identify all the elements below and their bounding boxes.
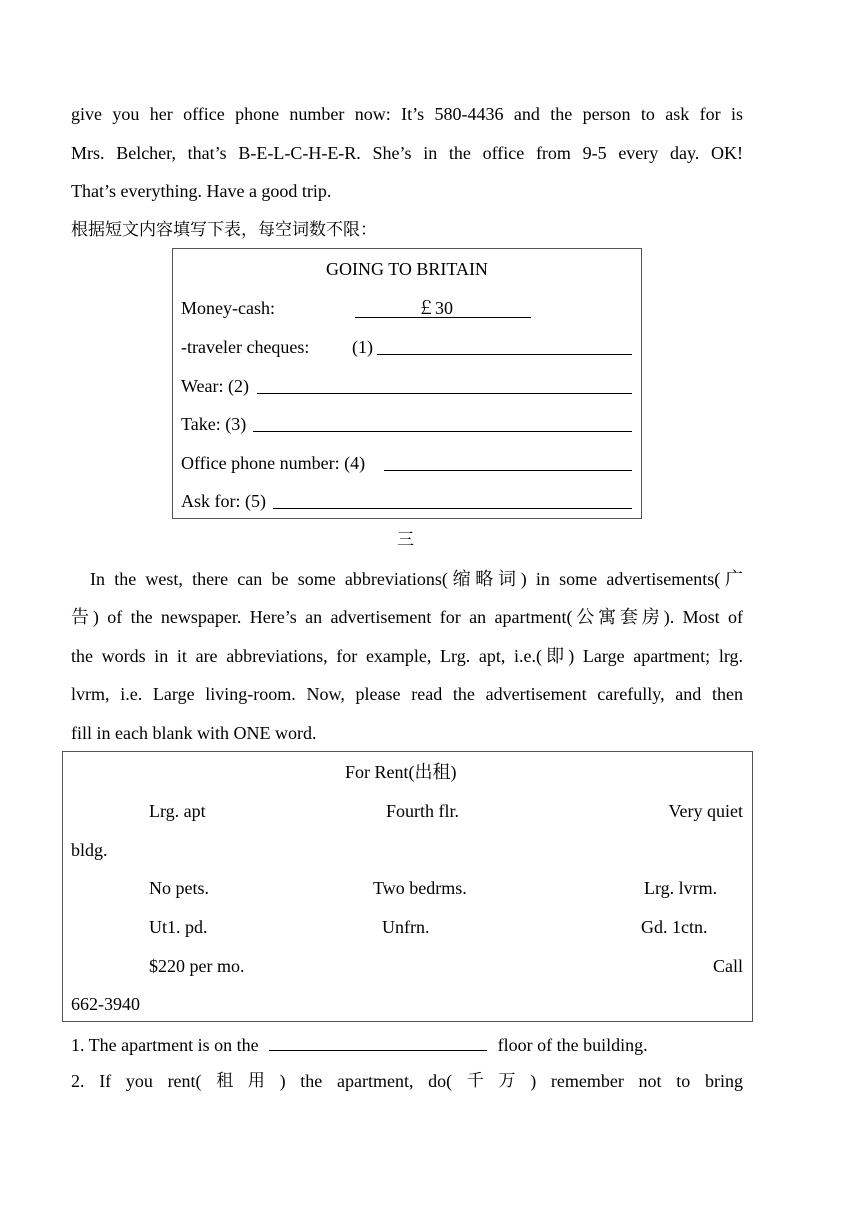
- ad-row4-wrap: 662-3940: [71, 994, 140, 1014]
- blank-2[interactable]: [257, 375, 632, 394]
- ad-row2-col2: Two bedrms.: [373, 878, 467, 898]
- ad-row1-wrap: bldg.: [71, 840, 108, 860]
- intro-line-1: give you her office phone number now: It’s 580-4436 and the person to ask for is: [71, 104, 743, 124]
- blank-3[interactable]: [253, 413, 632, 432]
- ad-row1-col1: Lrg. apt: [149, 801, 206, 821]
- blank-1[interactable]: [377, 336, 632, 355]
- section-number: 三: [397, 530, 414, 550]
- intro-line-3: That’s everything. Have a good trip.: [71, 181, 332, 201]
- q2-word: remember: [550, 1071, 624, 1091]
- q2-word: the: [300, 1071, 323, 1091]
- for-rent-ad-box: [62, 751, 753, 1022]
- ad-row4-col2: Call: [713, 956, 743, 976]
- q2-word: 2.: [71, 1071, 85, 1091]
- q2-word: 万: [498, 1071, 516, 1091]
- q1-before: 1. The apartment is on the: [71, 1035, 259, 1055]
- wear-label: Wear: (2): [181, 376, 250, 396]
- ad-row2-col3: Lrg. lvrm.: [644, 878, 718, 898]
- ad-row1-col3: Very quiet: [668, 801, 743, 821]
- ask-label: Ask for: (5): [181, 491, 266, 511]
- q1-blank[interactable]: [269, 1032, 487, 1051]
- ad-row3-col3: Gd. 1ctn.: [641, 917, 708, 937]
- q2-word: ): [279, 1071, 286, 1091]
- q2-word: you: [125, 1071, 153, 1091]
- passage-line-5: fill in each blank with ONE word.: [71, 723, 317, 743]
- cheques-label: -traveler cheques:: [181, 337, 310, 357]
- question-2: [71, 1070, 743, 1092]
- ad-row3-col1: Ut1. pd.: [149, 917, 208, 937]
- q2-word: do(: [428, 1071, 453, 1091]
- blank-4[interactable]: [384, 452, 632, 471]
- q2-word: ): [530, 1071, 537, 1091]
- money-value: ￡30: [417, 298, 453, 318]
- passage-line-3: the words in it are abbreviations, for example, Lrg. apt, i.e.(即) Large apartment; lrg.: [71, 646, 743, 666]
- ad-row3-col2: Unfrn.: [382, 917, 430, 937]
- instruction: 根据短文内容填写下表，每空词数不限：: [71, 220, 377, 240]
- q2-word: 用: [247, 1071, 265, 1091]
- q2-word: If: [99, 1071, 112, 1091]
- q2-word: not: [638, 1071, 662, 1091]
- passage-line-1: In the west, there can be some abbreviations(缩略词) in some advertisements(广: [90, 569, 743, 589]
- q2-word: 租: [216, 1071, 234, 1091]
- going-to-britain-table: [172, 248, 642, 519]
- blank-5[interactable]: [273, 490, 632, 509]
- take-label: Take: (3): [181, 414, 247, 434]
- cheques-blank-number: (1): [352, 337, 373, 357]
- ad-row2-col1: No pets.: [149, 878, 209, 898]
- passage-line-2: 告) of the newspaper. Here’s an advertisement for an apartment(公寓套房). Most of: [71, 607, 743, 627]
- phone-label: Office phone number: (4): [181, 453, 366, 473]
- ad-row4-col1: $220 per mo.: [149, 956, 245, 976]
- q2-word: to: [676, 1071, 691, 1091]
- q2-word: bring: [704, 1071, 743, 1091]
- ad-title: For Rent(出租): [345, 762, 457, 782]
- table-title: GOING TO BRITAIN: [326, 259, 488, 279]
- passage-line-4: lvrm, i.e. Large living-room. Now, please read the advertisement carefully, and then: [71, 684, 743, 704]
- q1-after: floor of the building.: [497, 1035, 648, 1055]
- money-label: Money-cash:: [181, 298, 275, 318]
- q2-word: rent(: [167, 1071, 202, 1091]
- intro-line-2: Mrs. Belcher, that’s B-E-L-C-H-E-R. She’s in the office from 9-5 every day. OK!: [71, 143, 743, 163]
- q2-word: apartment,: [336, 1071, 414, 1091]
- q2-word: 千: [466, 1071, 484, 1091]
- ad-row1-col2: Fourth flr.: [386, 801, 460, 821]
- money-blank: [355, 297, 531, 318]
- question-1: [71, 1032, 648, 1056]
